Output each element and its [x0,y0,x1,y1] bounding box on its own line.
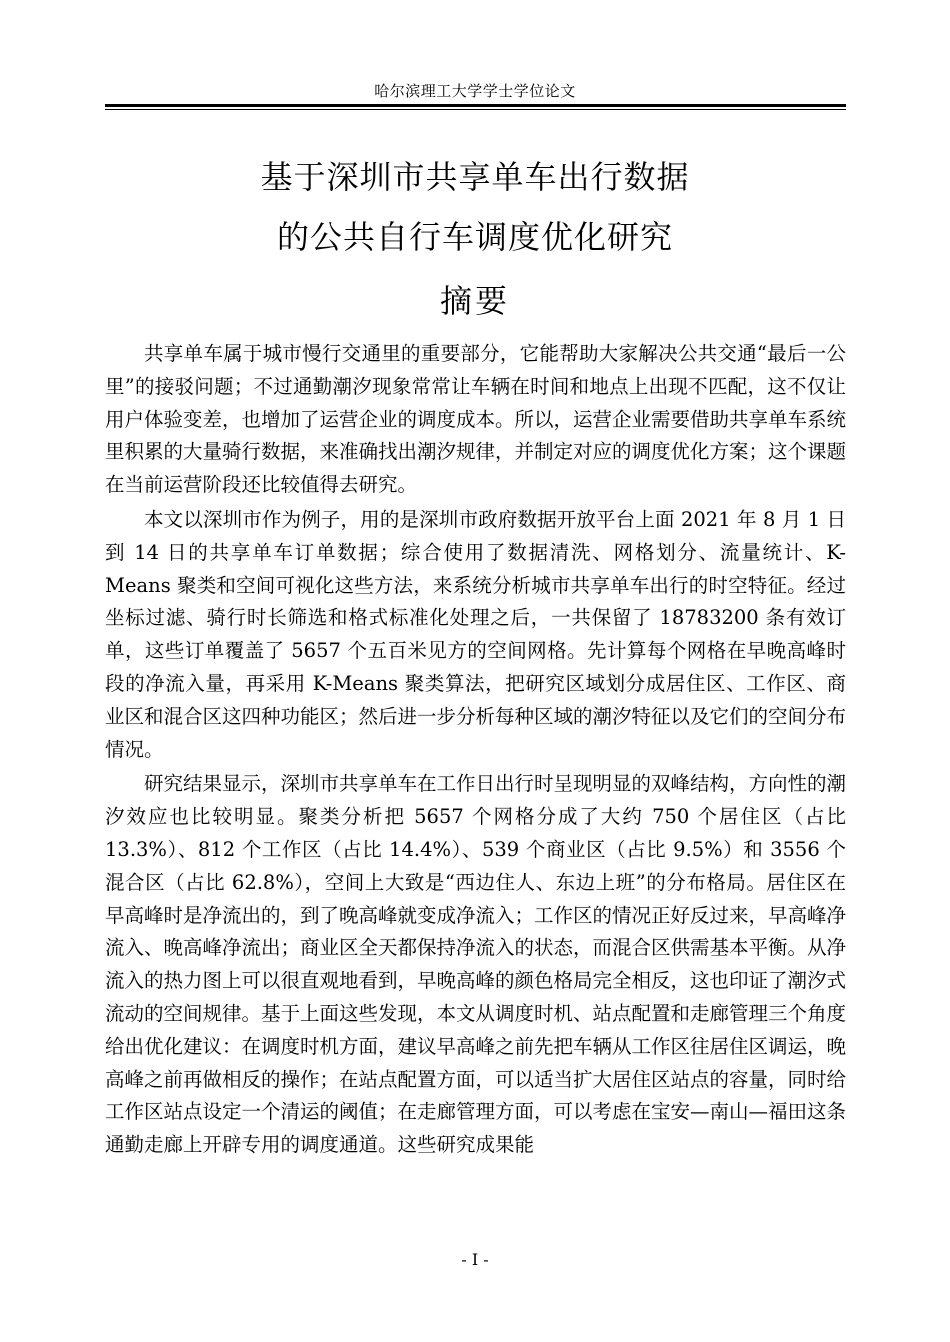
header-rule-thick [105,104,846,107]
thesis-title-line-1: 基于深圳市共享单车出行数据 [260,158,690,196]
header-rule-thin [105,109,846,110]
page-number: - I - [461,1250,489,1269]
abstract-heading: 摘要 [439,282,510,320]
thesis-title-line-2: 的公共自行车调度优化研究 [276,218,673,256]
abstract-paragraph-3: 研究结果显示，深圳市共享单车在工作日出行时呈现明显的双峰结构，方向性的潮汐效应也比较明显。聚类分析把 5657 个网格分成了大约 750 个居住区（占比 13.3%）、812 个工作区（占比 14.4%）、539 个商业区（占比 9.5%）和 3556 个混合区（占比 62.8%），空间上大致是“西边住人、东边上班”的分布格局。居住区在早高峰时是净流出的，到了晚高峰就变成净流入；工作区的情况正好反过来，早高峰净流入、晚高峰净流出；商业区全天都保持净流入的状态，而混合区供需基本平衡。从净流入的热力图上可以很直观地看到，早晚高峰的颜色格局完全相反，这也印证了潮汐式流动的空间规律。基于上面这些发现，本文从调度时机、站点配置和走廊管理三个角度给出优化建议：在调度时机方面，建议早高峰之前先把车辆从工作区往居住区调运，晚高峰之前再做相反的操作；在站点配置方面，可以适当扩大居住区站点的容量，同时给工作区站点设定一个清运的阈值；在走廊管理方面，可以考虑在宝安—南山—福田这条通勤走廊上开辟专用的调度通道。这些研究成果能 [105,772,847,1157]
abstract-body [105,338,846,1164]
running-header: 哈尔滨理工大学学士学位论文 [374,82,576,100]
abstract-paragraph-1: 共享单车属于城市慢行交通里的重要部分，它能帮助大家解决公共交通“最后一公里”的接驳问题；不过通勤潮汐现象常常让车辆在时间和地点上出现不匹配，这不仅让用户体验变差，也增加了运营企业的调度成本。所以，运营企业需要借助共享单车系统里积累的大量骑行数据，来准确找出潮汐规律，并制定对应的调度优化方案；这个课题在当前运营阶段还比较值得去研究。 [105,342,847,497]
abstract-paragraph-2: 本文以深圳市作为例子，用的是深圳市政府数据开放平台上面 2021 年 8 月 1 日到 14 日的共享单车订单数据；综合使用了数据清洗、网格划分、流量统计、K-Means 聚类和空间可视化这些方法，来系统分析城市共享单车出行的时空特征。经过坐标过滤、骑行时长筛选和格式标准化处理之后，一共保留了 18783200 条有效订单，这些订单覆盖了 5657 个五百米见方的空间网格。先计算每个网格在早晚高峰时段的净流入量，再采用 K-Means 聚类算法，把研究区域划分成居住区、工作区、商业区和混合区这四种功能区；然后进一步分析每种区域的潮汐特征以及它们的空间分布情况。 [105,507,847,761]
